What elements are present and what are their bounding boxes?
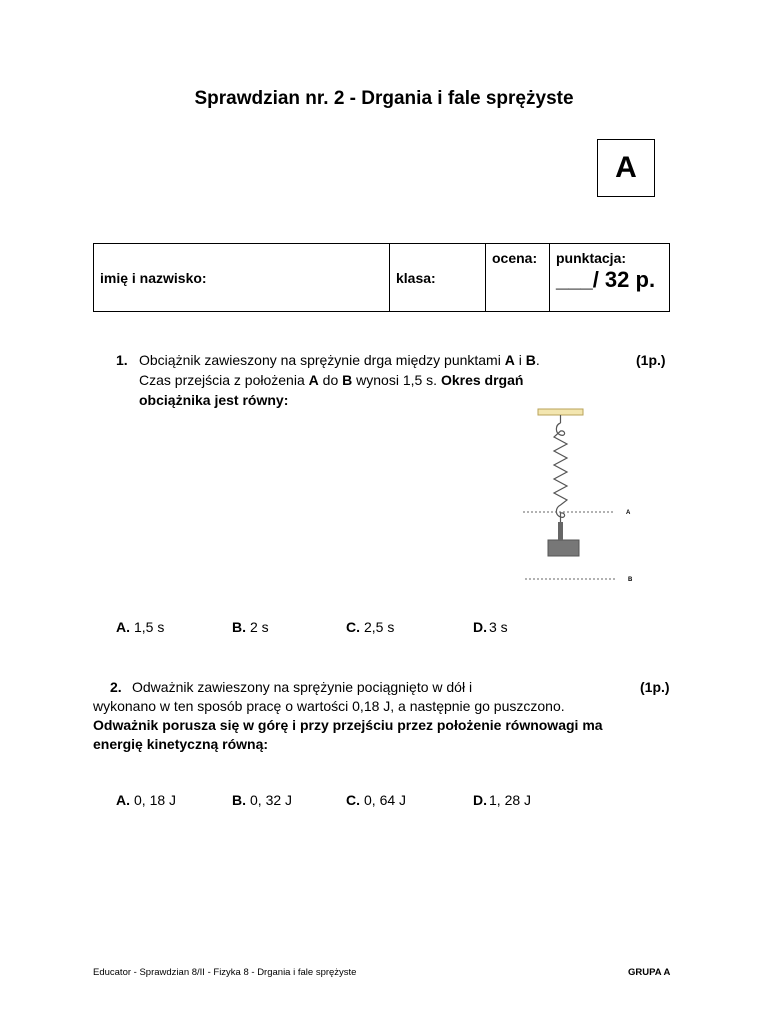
- q2-option-b[interactable]: B. 0, 32 J: [232, 792, 293, 808]
- grade-cell[interactable]: [486, 244, 550, 312]
- question-2-line-2: wykonano w ten sposób pracę o wartości 0,18 J, a następnie go puszczono.: [93, 698, 565, 714]
- q2-option-d[interactable]: D. 1, 28 J: [473, 792, 532, 808]
- q1-option-c[interactable]: C. 2,5 s: [346, 619, 395, 635]
- class-cell[interactable]: [390, 244, 486, 312]
- spring-oscillator-figure: [515, 405, 645, 590]
- question-2-points: (1p.): [640, 679, 670, 695]
- points-cell[interactable]: [550, 244, 670, 312]
- q2-option-c[interactable]: C. 0, 64 J: [346, 792, 407, 808]
- q1-option-b[interactable]: B. 2 s: [232, 619, 269, 635]
- q2-option-a[interactable]: A. 0, 18 J: [116, 792, 177, 808]
- level-b-label: B: [628, 577, 633, 583]
- class-label: klasa:: [396, 269, 436, 286]
- question-1-points: (1p.): [636, 352, 666, 368]
- ceiling-mount: [538, 409, 583, 415]
- question-2-line-3: Odważnik porusza się w górę i przy przejściu przez położenie równowagi ma: [93, 717, 603, 733]
- question-1-line-3: obciążnika jest równy:: [139, 392, 289, 408]
- footer-right: GRUPA A: [628, 967, 671, 978]
- question-2-number: 2.: [110, 679, 122, 695]
- footer-left: Educator - Sprawdzian 8/II - Fizyka 8 - Drgania i fale sprężyste: [93, 967, 357, 978]
- name-label: imię i nazwisko:: [100, 269, 207, 286]
- student-info-table: [93, 243, 670, 312]
- points-value: ___/ 32 p.: [556, 267, 656, 292]
- question-2-line-1: Odważnik zawieszony na sprężynie pociągnięto w dół i: [132, 679, 473, 695]
- spring-coil: [554, 423, 567, 522]
- question-1-line-2: Czas przejścia z położenia A do B wynosi 1,5 s. Okres drgań: [139, 372, 524, 388]
- name-cell[interactable]: [94, 244, 390, 312]
- question-1-text: [139, 350, 609, 410]
- question-1-line-1: Obciążnik zawieszony na sprężynie drga między punktami A i B.: [139, 352, 540, 368]
- weight-block: [548, 540, 579, 556]
- page-title: Sprawdzian nr. 2 - Drgania i fale sprężyste: [194, 88, 574, 109]
- grade-label: ocena:: [492, 250, 538, 266]
- q1-option-a[interactable]: A. 1,5 s: [116, 619, 165, 635]
- q1-option-d[interactable]: D. 3 s: [473, 619, 508, 635]
- level-a-label: A: [626, 510, 631, 516]
- question-2-line-4: energię kinetyczną równą:: [93, 736, 269, 752]
- group-letter: A: [615, 151, 637, 184]
- group-letter-box: [597, 139, 655, 197]
- question-1-number: 1.: [116, 352, 128, 368]
- points-label: punktacja:: [556, 250, 627, 266]
